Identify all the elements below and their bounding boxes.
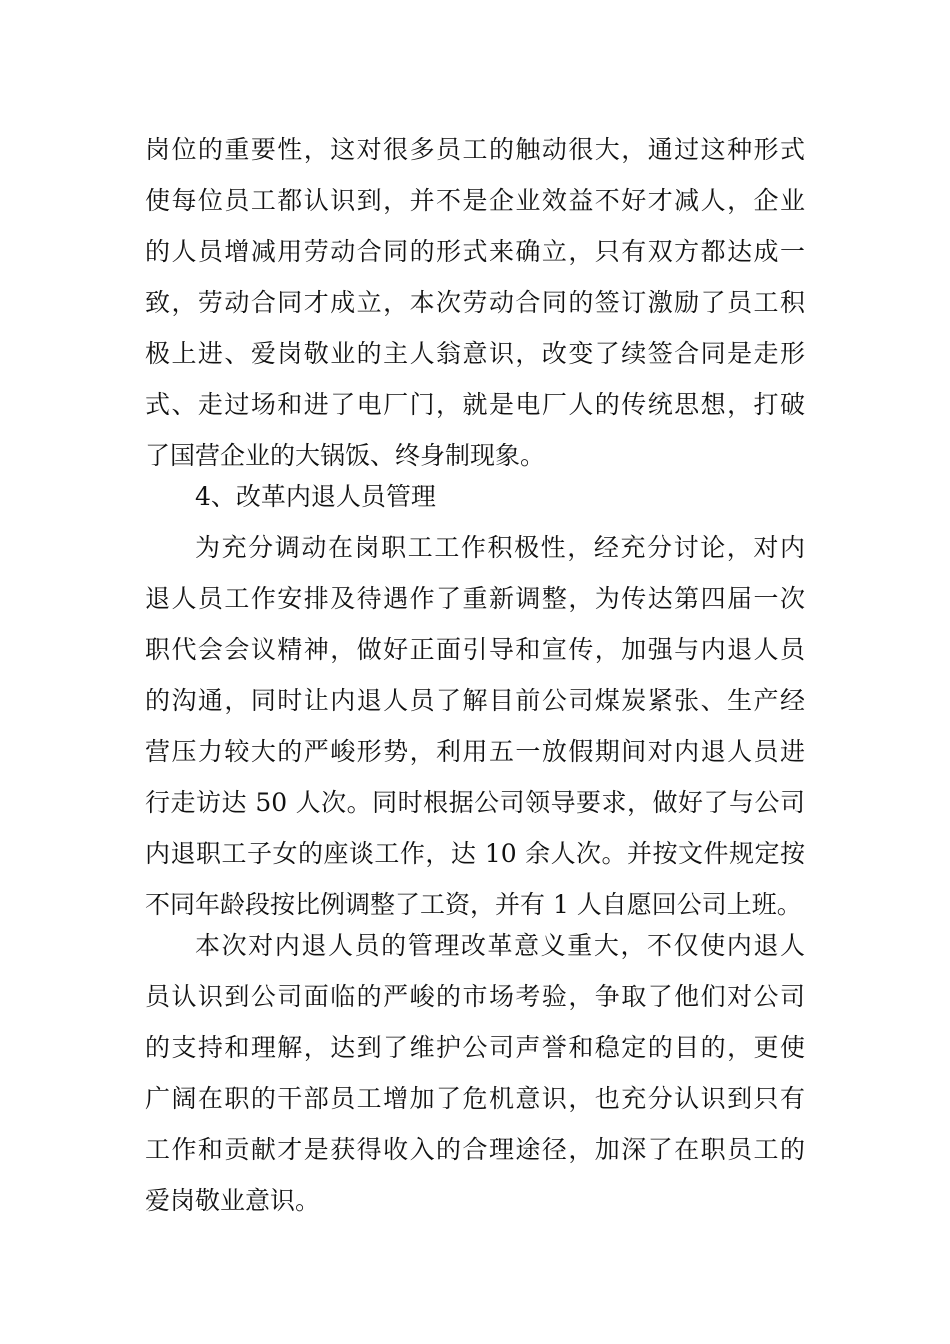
- text-line: 本次对内退人员的管理改革意义重大，不仅使内退人: [195, 931, 805, 960]
- paragraph-reform-significance: [145, 920, 805, 1226]
- paragraph-retiree-adjustment: [145, 522, 805, 930]
- text-line: 爱岗敬业意识。: [145, 1186, 321, 1215]
- text-line: 职代会会议精神，做好正面引导和宣传，加强与内退人员: [145, 635, 805, 664]
- text-line: 营压力较大的严峻形势，利用五一放假期间对内退人员进: [145, 737, 805, 766]
- paragraph-contract-reform: [145, 124, 805, 481]
- text-line: 的人员增减用劳动合同的形式来确立，只有双方都达成一: [145, 237, 805, 266]
- text-line: 了国营企业的大锅饭、终身制现象。: [145, 441, 546, 470]
- text-line: 式、走过场和进了电厂门，就是电厂人的传统思想，打破: [145, 390, 805, 419]
- text-line: 广阔在职的干部员工增加了危机意识，也充分认识到只有: [145, 1084, 805, 1113]
- section-heading-text: 4、改革内退人员管理: [195, 482, 436, 511]
- text-line: 内退职工子女的座谈工作，达 10 余人次。并按文件规定按: [145, 839, 805, 868]
- text-line: 使每位员工都认识到，并不是企业效益不好才减人，企业: [145, 186, 805, 215]
- text-line: 致，劳动合同才成立，本次劳动合同的签订激励了员工积: [145, 288, 805, 317]
- text-line: 极上进、爱岗敬业的主人翁意识，改变了续签合同是走形: [145, 339, 805, 368]
- text-line: 为充分调动在岗职工工作积极性，经充分讨论，对内: [195, 533, 805, 562]
- text-line: 的支持和理解，达到了维护公司声誉和稳定的目的，更使: [145, 1033, 805, 1062]
- text-line: 的沟通，同时让内退人员了解目前公司煤炭紧张、生产经: [145, 686, 805, 715]
- text-line: 行走访达 50 人次。同时根据公司领导要求，做好了与公司: [145, 788, 805, 817]
- text-line: 退人员工作安排及待遇作了重新调整，为传达第四届一次: [145, 584, 805, 613]
- text-line: 工作和贡献才是获得收入的合理途径，加深了在职员工的: [145, 1135, 805, 1164]
- text-line: 岗位的重要性，这对很多员工的触动很大，通过这种形式: [145, 135, 805, 164]
- text-line: 不同年龄段按比例调整了工资，并有 1 人自愿回公司上班。: [145, 890, 802, 919]
- section-heading: [145, 471, 805, 522]
- text-line: 员认识到公司面临的严峻的市场考验，争取了他们对公司: [145, 982, 805, 1011]
